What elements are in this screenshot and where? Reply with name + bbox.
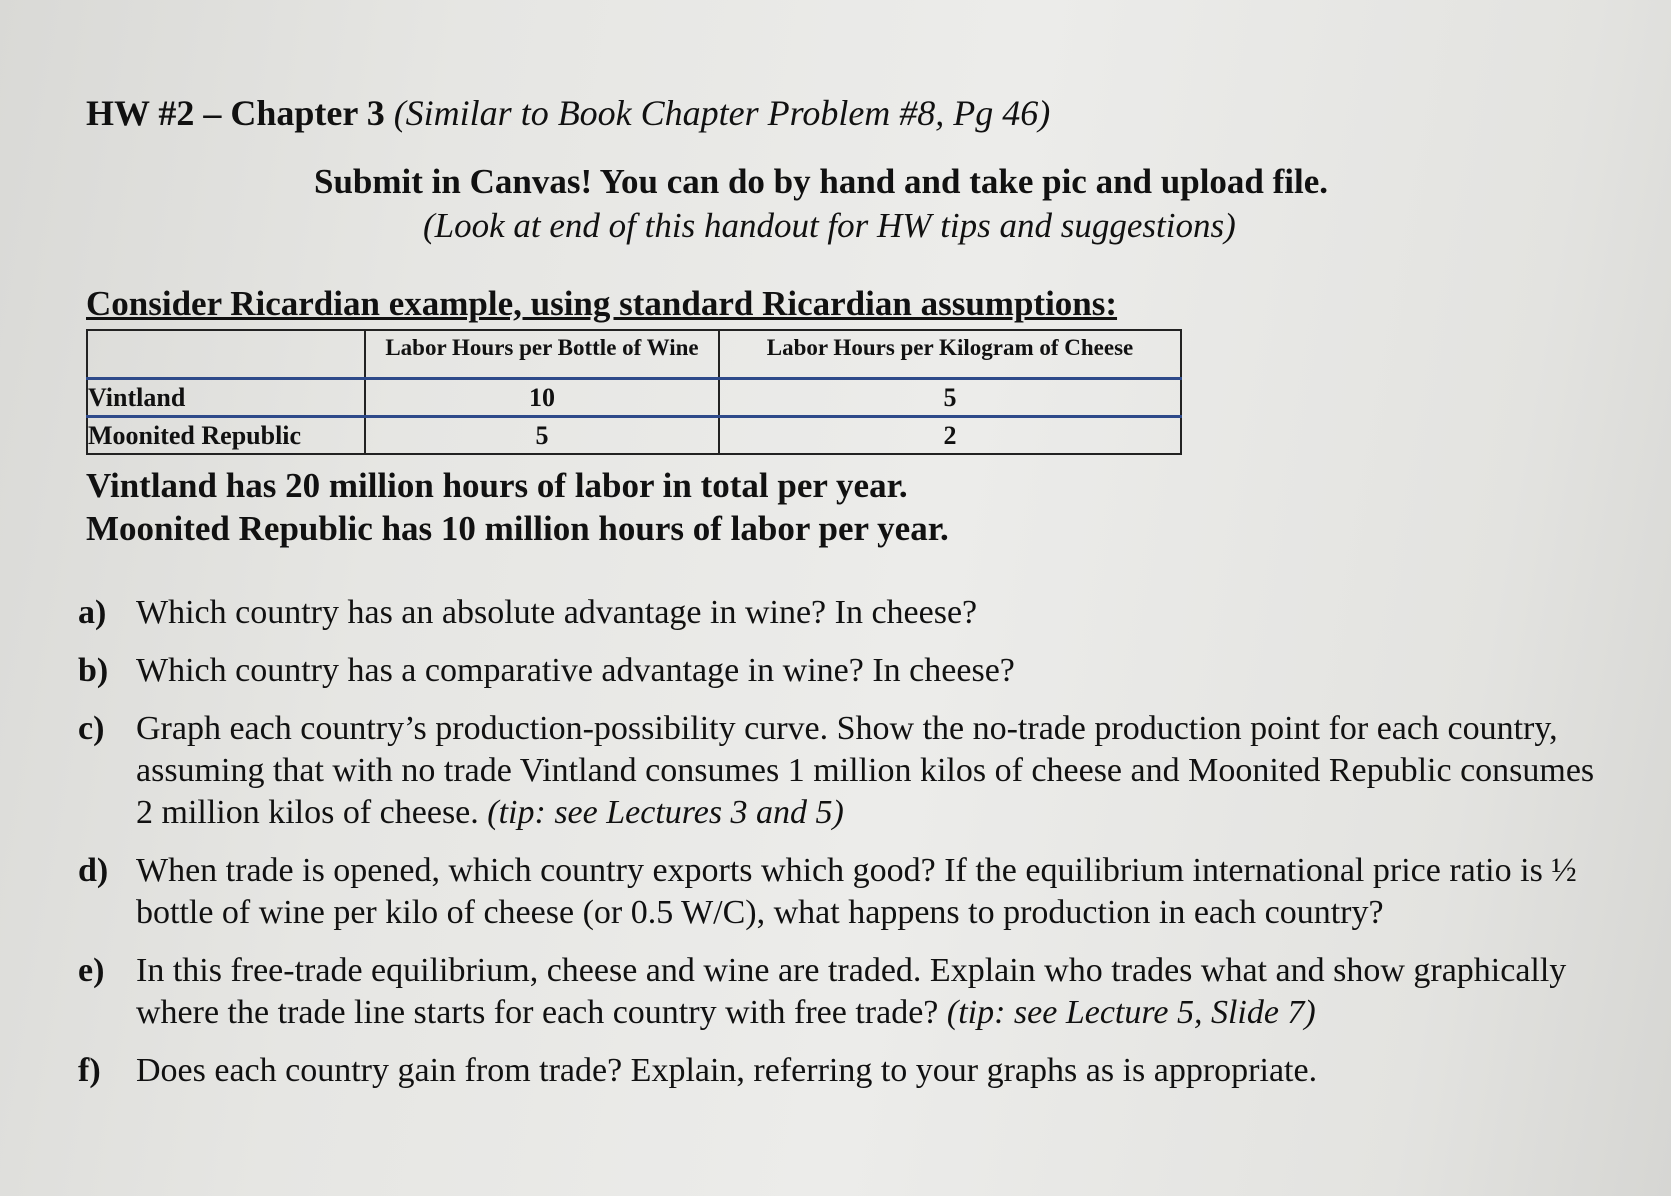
question-text: Which country has an absolute advantage in wine? In cheese?	[136, 594, 978, 631]
table-header-cell: Labor Hours per Bottle of Wine	[365, 330, 719, 379]
question-text: Which country has a comparative advantage in wine? In cheese?	[136, 652, 1015, 689]
question-item	[78, 850, 1598, 934]
question-item	[78, 950, 1598, 1034]
table-cell-cheese: 5	[719, 379, 1181, 417]
table-header-row	[87, 330, 1181, 379]
table-row	[87, 379, 1181, 417]
table-cell-country: Moonited Republic	[87, 417, 365, 455]
question-text: Graph each country’s production-possibility curve. Show the no-trade production point for each country, assuming that with no trade Vintland consumes 1 million kilos of cheese and Moonited Republic consumes 2 million kilos of cheese. (tip: see Lectures 3 and 5)	[136, 710, 1595, 831]
table-cell-cheese: 2	[719, 417, 1181, 455]
labor-statements	[86, 464, 949, 550]
title-note: (Similar to Book Chapter Problem #8, Pg 46)	[393, 93, 1051, 133]
question-tip: (tip: see Lectures 3 and 5)	[487, 794, 844, 831]
question-label: c)	[78, 710, 105, 747]
question-item	[78, 592, 1598, 634]
question-label: e)	[78, 952, 105, 989]
labor-statement: Moonited Republic has 10 million hours of labor per year.	[86, 509, 949, 548]
question-text: In this free-trade equilibrium, cheese and wine are traded. Explain who trades what and show graphically where the trade line starts for each country with free trade? (tip: see Lecture 5, Slide 7)	[136, 952, 1567, 1031]
submit-line: Submit in Canvas! You can do by hand and take pic and upload file.	[314, 162, 1329, 201]
question-item	[78, 650, 1598, 692]
question-list	[78, 592, 1598, 1108]
question-text: Does each country gain from trade? Explain, referring to your graphs as is appropriate.	[136, 1052, 1318, 1089]
page-title	[86, 92, 1050, 134]
table-cell-wine: 10	[365, 379, 719, 417]
table-header-cell	[87, 330, 365, 379]
labor-statement: Vintland has 20 million hours of labor in total per year.	[86, 466, 908, 505]
section-heading: Consider Ricardian example, using standard Ricardian assumptions:	[86, 284, 1118, 323]
table-cell-country: Vintland	[87, 379, 365, 417]
table-row	[87, 417, 1181, 455]
question-text: When trade is opened, which country exports which good? If the equilibrium international price ratio is ½ bottle of wine per kilo of cheese (or 0.5 W/C), what happens to production in each country?	[136, 852, 1577, 931]
title-main: HW #2 – Chapter 3	[86, 93, 385, 133]
question-label: b)	[78, 652, 109, 689]
question-label: d)	[78, 852, 109, 889]
labor-hours-table	[86, 329, 1182, 455]
table-header-cell: Labor Hours per Kilogram of Cheese	[719, 330, 1181, 379]
tips-line: (Look at end of this handout for HW tips and suggestions)	[423, 206, 1236, 245]
question-label: a)	[78, 594, 107, 631]
table-cell-wine: 5	[365, 417, 719, 455]
question-tip: (tip: see Lecture 5, Slide 7)	[946, 994, 1316, 1031]
question-item	[78, 708, 1598, 834]
question-label: f)	[78, 1052, 101, 1089]
question-item	[78, 1050, 1598, 1092]
